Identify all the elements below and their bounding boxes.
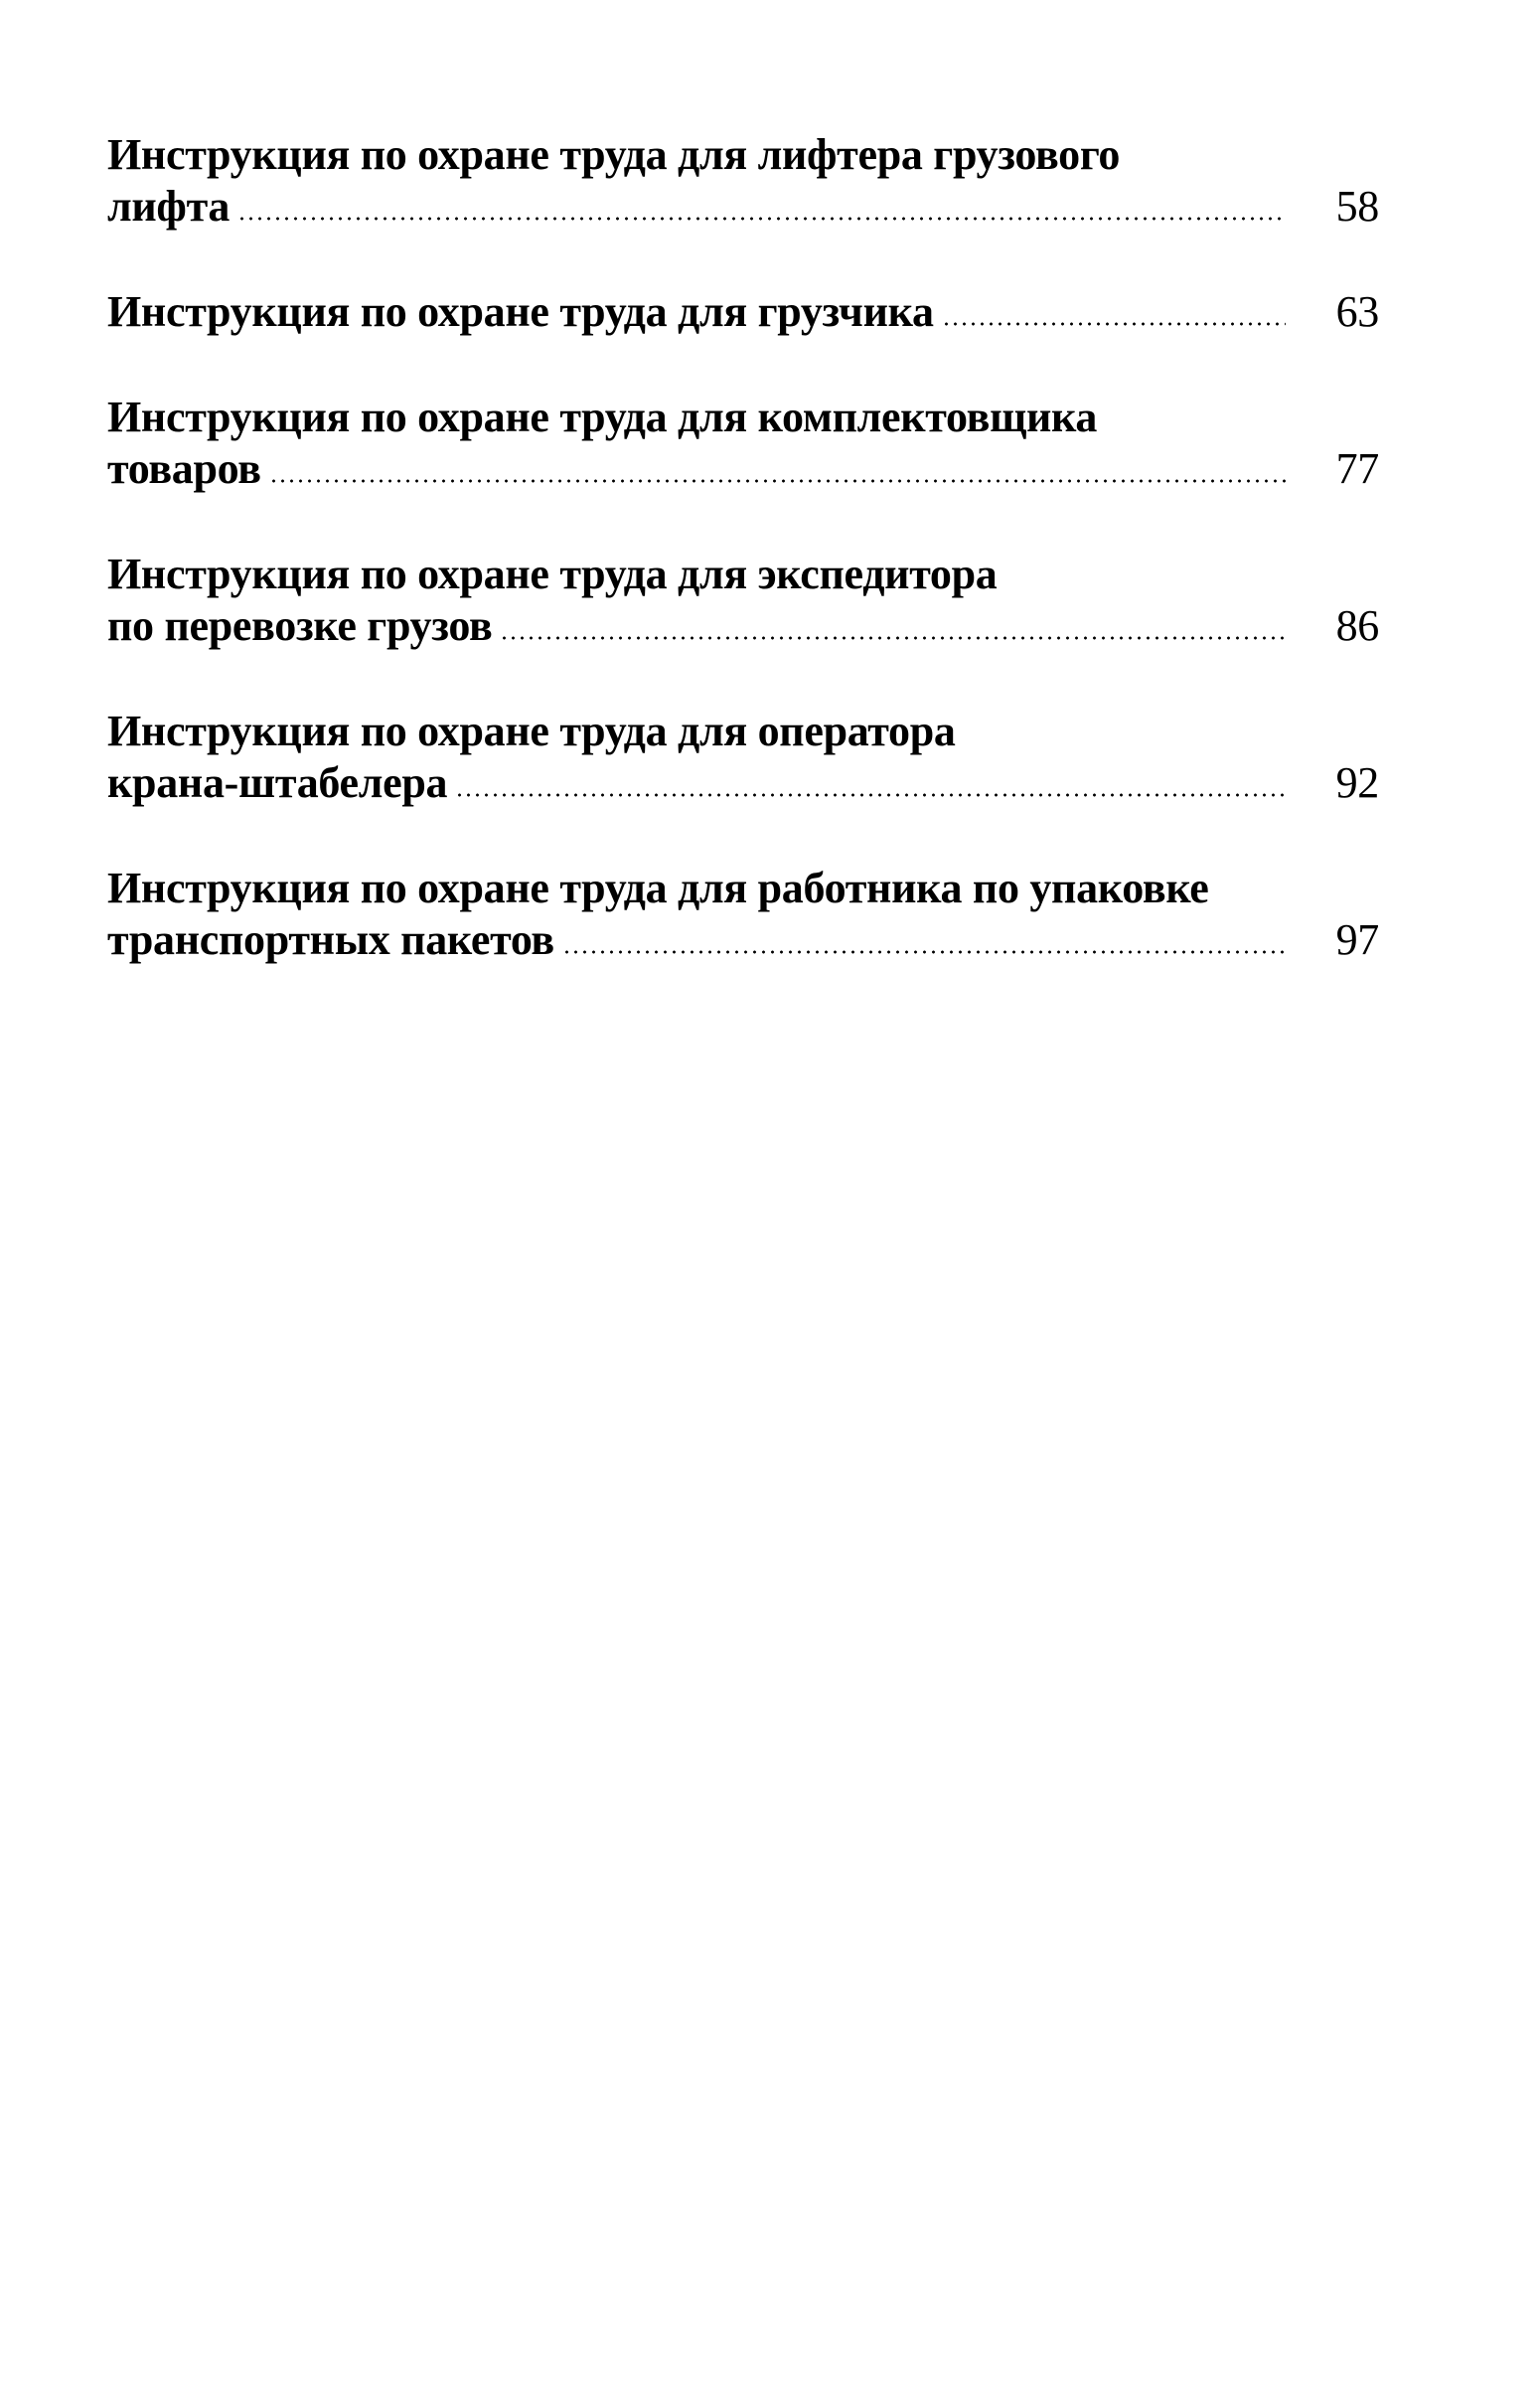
toc-entry-title-line: [107, 914, 1379, 966]
toc-entry-title-line: [107, 549, 1379, 600]
dot-leader: [500, 636, 1286, 640]
toc-entry-title: товаров: [107, 444, 261, 493]
toc-entry-title: Инструкция по охране труда для лифтера грузового: [107, 130, 1121, 179]
toc-entry-title-line: [107, 757, 1379, 809]
toc-entry[interactable]: [107, 392, 1379, 495]
toc-entry-title-line: [107, 181, 1379, 233]
toc-entry-page-number: 97: [1335, 915, 1379, 964]
toc-entry-title-line: [107, 286, 1379, 338]
toc-entry-page-number: 86: [1335, 601, 1379, 650]
toc-entry-page-number: 77: [1335, 444, 1379, 493]
toc-entry-title: лифта: [107, 182, 231, 231]
toc-entry[interactable]: [107, 129, 1379, 233]
toc-entry-title: крана-штабелера: [107, 758, 448, 807]
toc-entry-page-number: 63: [1335, 287, 1379, 336]
toc-entry-title: Инструкция по охране труда для экспедитора: [107, 550, 998, 598]
toc-entry-title-line: [107, 129, 1379, 181]
dot-leader: [942, 322, 1286, 326]
toc-entry-title: Инструкция по охране труда для грузчика: [107, 287, 934, 336]
toc-entry[interactable]: [107, 286, 1379, 338]
toc-entry[interactable]: [107, 706, 1379, 809]
toc-entry-title-line: [107, 443, 1379, 495]
toc-entry-title-line: [107, 392, 1379, 443]
toc-entry-page-number: 58: [1335, 182, 1379, 231]
toc-entry-title: транспортных пакетов: [107, 915, 554, 964]
toc-entry-title: Инструкция по охране труда для комплектовщика: [107, 393, 1098, 441]
toc-entry[interactable]: [107, 549, 1379, 652]
dot-leader: [269, 479, 1286, 483]
toc-entry-page-number: 92: [1335, 758, 1379, 807]
toc-entry-title-line: [107, 863, 1379, 914]
dot-leader: [562, 950, 1286, 954]
dot-leader: [455, 793, 1286, 797]
dot-leader: [237, 217, 1286, 221]
toc-entry-title: Инструкция по охране труда для работника по упаковке: [107, 864, 1209, 912]
toc-entry-title: Инструкция по охране труда для оператора: [107, 707, 956, 755]
table-of-contents: [107, 129, 1379, 1020]
toc-entry-title-line: [107, 706, 1379, 757]
toc-entry-title: по перевозке грузов: [107, 601, 493, 650]
toc-entry-title-line: [107, 600, 1379, 652]
toc-entry[interactable]: [107, 863, 1379, 966]
